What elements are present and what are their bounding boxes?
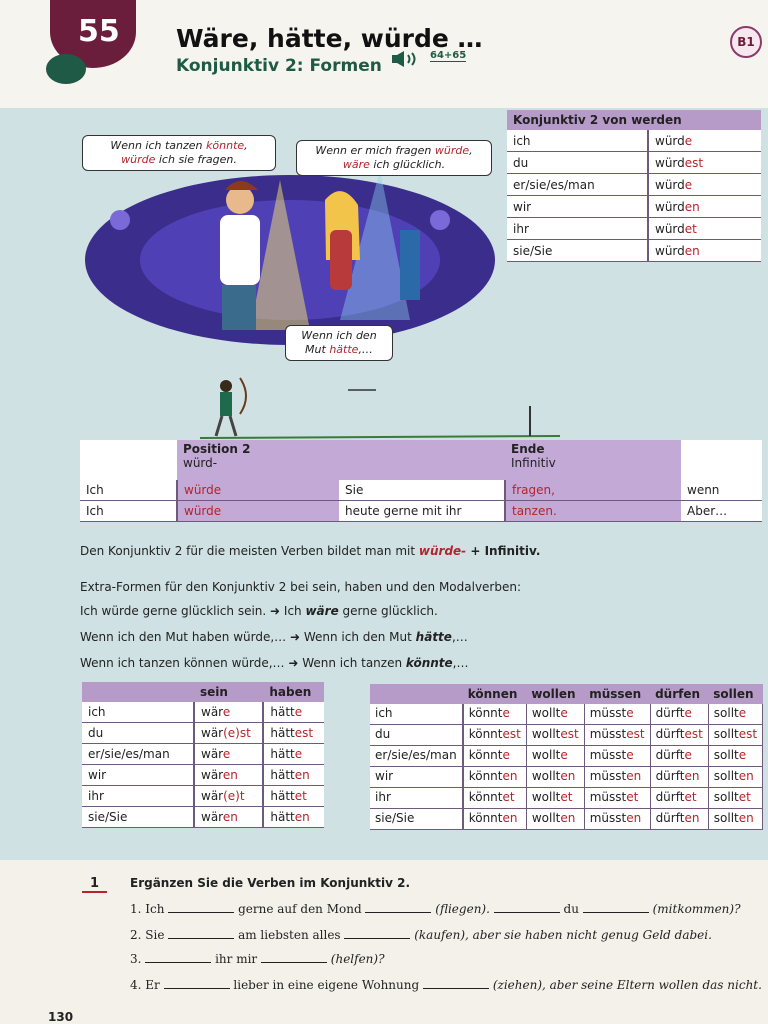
rule-text: Ich würde gerne glücklich sein. ➜ Ich bbox=[80, 604, 306, 618]
verb-stem: wollt bbox=[531, 748, 561, 762]
modal-verbs-table bbox=[370, 684, 763, 830]
verb-ending: est bbox=[626, 727, 645, 741]
exercise-title: Ergänzen Sie die Verben im Konjunktiv 2. bbox=[130, 876, 411, 890]
verb-stem: wollt bbox=[531, 706, 561, 720]
verb-stem: würd bbox=[655, 155, 685, 170]
answer-blank[interactable] bbox=[261, 952, 327, 963]
verb-ending: est bbox=[684, 727, 703, 741]
verb-stem: würd bbox=[655, 199, 685, 214]
connector-cell: Aber… bbox=[681, 501, 762, 522]
verb-ending: et bbox=[738, 790, 751, 804]
verb-form-cell bbox=[648, 130, 761, 152]
verb-stem: sollt bbox=[713, 811, 739, 825]
verb-stem: wollt bbox=[531, 727, 561, 741]
haben-form-cell bbox=[263, 807, 324, 828]
answer-blank[interactable] bbox=[168, 928, 234, 939]
verb-ending: e bbox=[738, 706, 747, 720]
pronoun-cell: wir bbox=[82, 765, 194, 786]
bubble-text: Wenn ich den bbox=[301, 329, 377, 342]
bubble-text: ich sie fragen. bbox=[155, 153, 237, 166]
verb-ending: en bbox=[626, 811, 642, 825]
verb-stem: wollt bbox=[531, 811, 561, 825]
chapter-number: 55 bbox=[78, 14, 120, 49]
answer-blank[interactable] bbox=[365, 902, 431, 913]
verb-ending: e bbox=[560, 706, 568, 720]
table-header bbox=[370, 684, 463, 704]
position2-sublabel: würd- bbox=[183, 456, 218, 470]
verb-stem: könnt bbox=[468, 769, 503, 783]
pronoun-cell: ich bbox=[507, 130, 648, 152]
modal-form-cell bbox=[584, 725, 650, 746]
table-row bbox=[80, 501, 762, 522]
pronoun-cell: sie/Sie bbox=[370, 809, 463, 830]
page-number: 130 bbox=[48, 1010, 74, 1024]
verb-ending: en bbox=[502, 811, 518, 825]
verb-stem: dürft bbox=[655, 790, 685, 804]
sein-form-cell bbox=[194, 702, 263, 723]
verb-stem: sollt bbox=[713, 769, 739, 783]
pronoun-cell: er/sie/es/man bbox=[370, 746, 463, 767]
verb-ending: et bbox=[560, 790, 573, 804]
pronoun-cell: er/sie/es/man bbox=[507, 174, 648, 196]
modal-form-cell bbox=[526, 809, 584, 830]
rule-bold: wäre bbox=[305, 604, 339, 618]
pronoun-cell: ihr bbox=[82, 786, 194, 807]
verb-ending: en bbox=[222, 768, 238, 782]
end-header bbox=[505, 440, 681, 480]
bubble-text: ich glücklich. bbox=[369, 158, 446, 171]
werden-conjugation-table bbox=[507, 110, 761, 262]
modal-form-cell bbox=[708, 704, 762, 725]
table-header: haben bbox=[263, 682, 324, 702]
modal-form-cell bbox=[463, 704, 527, 725]
bubble-text: Wenn ich tanzen bbox=[110, 139, 207, 152]
verb-stem: dürft bbox=[655, 727, 685, 741]
verb-ending: (e)t bbox=[223, 789, 245, 803]
verb-stem: dürft bbox=[655, 769, 685, 783]
modal-form-cell bbox=[650, 704, 708, 725]
modal-form-cell bbox=[650, 767, 708, 788]
verb-stem: könnt bbox=[468, 811, 503, 825]
position2-cell: würde bbox=[177, 480, 339, 501]
table-header: sein bbox=[194, 682, 263, 702]
position2-cell: würde bbox=[177, 501, 339, 522]
exercise-item bbox=[130, 952, 385, 966]
position2-label: Position 2 bbox=[183, 442, 251, 456]
item-text: Sie bbox=[145, 928, 169, 942]
verb-ending: en bbox=[560, 811, 576, 825]
modal-form-cell bbox=[463, 767, 527, 788]
verb-stem: müsst bbox=[589, 769, 627, 783]
table-row bbox=[370, 809, 763, 830]
bubble-text: ,… bbox=[358, 343, 373, 356]
modal-form-cell bbox=[463, 788, 527, 809]
item-number: 1. bbox=[130, 902, 146, 916]
bubble-highlight: hätte bbox=[329, 343, 359, 356]
item-text: Ich bbox=[145, 902, 169, 916]
haben-form-cell bbox=[263, 723, 324, 744]
verb-ending: et bbox=[502, 790, 515, 804]
verb-ending: e bbox=[626, 706, 634, 720]
verb-stem: dürft bbox=[655, 706, 685, 720]
item-text: lieber in eine eigene Wohnung bbox=[229, 978, 423, 992]
pronoun-cell: wir bbox=[507, 196, 648, 218]
verb-ending: e bbox=[502, 706, 510, 720]
verb-ending: en bbox=[684, 199, 700, 214]
pronoun-cell: du bbox=[370, 725, 463, 746]
item-hint: (mitkommen)? bbox=[648, 902, 741, 916]
modal-form-cell bbox=[708, 746, 762, 767]
table-row bbox=[82, 723, 324, 744]
verb-ending: e bbox=[626, 748, 634, 762]
table-row bbox=[82, 807, 324, 828]
end-sublabel: Infinitiv bbox=[511, 456, 556, 470]
audio-icon[interactable] bbox=[390, 50, 424, 68]
sein-form-cell bbox=[194, 723, 263, 744]
middle-cell: heute gerne mit ihr bbox=[339, 501, 505, 522]
bubble-highlight: könnte bbox=[206, 139, 245, 152]
table-row bbox=[82, 702, 324, 723]
verb-ending: en bbox=[684, 811, 700, 825]
modal-form-cell bbox=[463, 725, 527, 746]
rule-text: + Infinitiv. bbox=[466, 544, 541, 558]
sein-form-cell bbox=[194, 786, 263, 807]
verb-stem: hätt bbox=[270, 747, 295, 761]
leaf-decoration bbox=[46, 54, 86, 84]
sentence-position-table bbox=[80, 440, 762, 522]
table-row bbox=[370, 788, 763, 809]
pronoun-cell: du bbox=[507, 152, 648, 174]
verb-ending: en bbox=[294, 810, 310, 824]
haben-form-cell bbox=[263, 702, 324, 723]
rule-example-1 bbox=[80, 604, 438, 618]
verb-ending: e bbox=[738, 748, 747, 762]
rule-text: ,… bbox=[452, 656, 469, 670]
answer-blank[interactable] bbox=[344, 928, 410, 939]
verb-stem: müsst bbox=[589, 811, 627, 825]
item-number: 3. bbox=[130, 952, 146, 966]
verb-stem: sollt bbox=[713, 748, 739, 762]
middle-cell: Sie bbox=[339, 480, 505, 501]
exercise-item bbox=[130, 978, 762, 992]
exercise-item bbox=[130, 902, 741, 916]
empty-header-cell bbox=[681, 440, 762, 480]
modal-form-cell bbox=[650, 788, 708, 809]
verb-stem: sollt bbox=[713, 727, 739, 741]
verb-stem: könnt bbox=[468, 706, 503, 720]
verb-stem: wär bbox=[201, 768, 223, 782]
empty-header-cell bbox=[80, 440, 177, 480]
verb-stem: würd bbox=[655, 243, 685, 258]
verb-ending: est bbox=[684, 155, 704, 170]
item-hint: (fliegen). bbox=[431, 902, 494, 916]
verb-form-cell bbox=[648, 218, 761, 240]
verb-ending: en bbox=[738, 811, 754, 825]
verb-stem: hätt bbox=[270, 810, 295, 824]
verb-stem: müsst bbox=[589, 748, 627, 762]
verb-ending: e bbox=[560, 748, 568, 762]
rule-text: ,… bbox=[451, 630, 468, 644]
item-text: Er bbox=[145, 978, 164, 992]
table-header: wollen bbox=[526, 684, 584, 704]
modal-form-cell bbox=[584, 767, 650, 788]
bubble-text: Mut bbox=[305, 343, 330, 356]
rule-bold: könnte bbox=[405, 656, 453, 670]
verb-ending: en bbox=[294, 768, 310, 782]
item-hint: (ziehen), aber seine Eltern wollen das nicht. bbox=[489, 978, 762, 992]
verb-ending: en bbox=[222, 810, 238, 824]
modal-form-cell bbox=[708, 809, 762, 830]
verb-stem: wär bbox=[201, 810, 223, 824]
table-row bbox=[370, 725, 763, 746]
table-row bbox=[507, 240, 761, 262]
verb-stem: würd bbox=[655, 221, 685, 236]
verb-stem: hätt bbox=[270, 789, 295, 803]
table-header: können bbox=[463, 684, 527, 704]
page-title: Wäre, hätte, würde … bbox=[176, 24, 483, 53]
verb-ending: e bbox=[294, 747, 303, 761]
verb-form-cell bbox=[648, 240, 761, 262]
rule-text: Wenn ich tanzen können würde,… ➜ Wenn ich tanzen bbox=[80, 656, 406, 670]
sein-form-cell bbox=[194, 765, 263, 786]
verb-stem: müsst bbox=[589, 706, 627, 720]
verb-stem: dürft bbox=[655, 811, 685, 825]
table-header: müssen bbox=[584, 684, 650, 704]
verb-stem: wollt bbox=[531, 769, 561, 783]
subject-cell: Ich bbox=[80, 480, 177, 501]
verb-form-cell bbox=[648, 174, 761, 196]
modal-form-cell bbox=[526, 788, 584, 809]
pronoun-cell: er/sie/es/man bbox=[82, 744, 194, 765]
table-row bbox=[370, 704, 763, 725]
verb-ending: e bbox=[684, 133, 693, 148]
verb-form-cell bbox=[648, 196, 761, 218]
verb-ending: e bbox=[222, 705, 231, 719]
verb-ending: e bbox=[684, 177, 693, 192]
pronoun-cell: ihr bbox=[370, 788, 463, 809]
rule-highlight: würde- bbox=[418, 544, 467, 558]
verb-stem: würd bbox=[655, 177, 685, 192]
modal-form-cell bbox=[650, 809, 708, 830]
verb-stem: wär bbox=[201, 726, 224, 740]
middle-header bbox=[339, 440, 505, 480]
answer-blank[interactable] bbox=[164, 978, 230, 989]
verb-ending: en bbox=[502, 769, 518, 783]
table-row bbox=[82, 765, 324, 786]
answer-blank[interactable] bbox=[494, 902, 560, 913]
table-header bbox=[82, 682, 194, 702]
verb-stem: würd bbox=[655, 133, 685, 148]
verb-stem: wär bbox=[201, 789, 224, 803]
pronoun-cell: du bbox=[82, 723, 194, 744]
rule-text: gerne glücklich. bbox=[338, 604, 438, 618]
modal-form-cell bbox=[650, 746, 708, 767]
item-hint: (helfen)? bbox=[326, 952, 385, 966]
modal-form-cell bbox=[584, 809, 650, 830]
bubble-text: , bbox=[244, 139, 248, 152]
haben-form-cell bbox=[263, 786, 324, 807]
verb-stem: wollt bbox=[531, 790, 561, 804]
verb-ending: en bbox=[560, 769, 576, 783]
haben-form-cell bbox=[263, 765, 324, 786]
subject-cell: Ich bbox=[80, 501, 177, 522]
table-row bbox=[507, 174, 761, 196]
item-number: 4. bbox=[130, 978, 146, 992]
exercise-number: 1 bbox=[82, 876, 107, 893]
answer-blank[interactable] bbox=[145, 952, 211, 963]
sein-form-cell bbox=[194, 807, 263, 828]
modal-form-cell bbox=[526, 767, 584, 788]
modal-form-cell bbox=[463, 746, 527, 767]
verb-ending: est bbox=[502, 727, 521, 741]
verb-stem: hätt bbox=[270, 705, 295, 719]
verb-stem: könnt bbox=[468, 727, 503, 741]
table-row bbox=[507, 130, 761, 152]
item-text: gerne auf den Mond bbox=[234, 902, 366, 916]
item-number: 2. bbox=[130, 928, 146, 942]
table-row bbox=[507, 218, 761, 240]
verb-ending: est bbox=[738, 727, 758, 741]
verb-ending: et bbox=[684, 790, 697, 804]
verb-stem: hätt bbox=[270, 726, 295, 740]
verb-ending: en bbox=[684, 243, 700, 258]
rule-text: Den Konjunktiv 2 für die meisten Verben bildet man mit bbox=[80, 544, 419, 558]
bubble-highlight: würde bbox=[434, 144, 470, 157]
bubble-highlight: wäre bbox=[342, 158, 370, 171]
modal-form-cell bbox=[526, 704, 584, 725]
end-label: Ende bbox=[511, 442, 545, 456]
verb-ending: e bbox=[222, 747, 231, 761]
item-text: du bbox=[559, 902, 583, 916]
table-row bbox=[82, 744, 324, 765]
modal-form-cell bbox=[650, 725, 708, 746]
verb-ending: et bbox=[626, 790, 639, 804]
rule-bold: hätte bbox=[415, 630, 452, 644]
modal-form-cell bbox=[526, 725, 584, 746]
verb-ending: e bbox=[684, 706, 692, 720]
pronoun-cell: ihr bbox=[507, 218, 648, 240]
rule-example-2 bbox=[80, 630, 468, 644]
rule-extra: Extra-Formen für den Konjunktiv 2 bei sein, haben und den Modalverben: bbox=[80, 580, 522, 594]
sein-haben-table bbox=[82, 682, 324, 828]
verb-stem: hätt bbox=[270, 768, 295, 782]
modal-form-cell bbox=[708, 767, 762, 788]
verb-ending: e bbox=[684, 748, 692, 762]
table-header: sollen bbox=[708, 684, 762, 704]
verb-ending: (e)st bbox=[223, 726, 251, 740]
answer-blank[interactable] bbox=[583, 902, 649, 913]
speech-bubble-1 bbox=[82, 135, 276, 171]
pronoun-cell: ich bbox=[82, 702, 194, 723]
modal-form-cell bbox=[463, 809, 527, 830]
modal-form-cell bbox=[584, 704, 650, 725]
archer-illustration bbox=[200, 372, 560, 442]
rule-example-3 bbox=[80, 656, 469, 670]
connector-cell: wenn bbox=[681, 480, 762, 501]
end-cell: fragen, bbox=[505, 480, 681, 501]
modal-form-cell bbox=[708, 788, 762, 809]
table-row bbox=[507, 196, 761, 218]
rule-main bbox=[80, 544, 540, 558]
audio-track-number: 64+65 bbox=[430, 50, 467, 61]
verb-stem: könnt bbox=[468, 748, 503, 762]
exercise-item bbox=[130, 928, 712, 942]
page-subtitle: Konjunktiv 2: Formen bbox=[176, 56, 382, 76]
item-text: am liebsten alles bbox=[234, 928, 345, 942]
modal-form-cell bbox=[708, 725, 762, 746]
speech-bubble-3 bbox=[285, 325, 393, 361]
modal-form-cell bbox=[526, 746, 584, 767]
bubble-text: Wenn er mich fragen bbox=[315, 144, 435, 157]
modal-form-cell bbox=[584, 788, 650, 809]
item-text: ihr mir bbox=[211, 952, 261, 966]
speech-bubble-2 bbox=[296, 140, 492, 176]
pronoun-cell: sie/Sie bbox=[507, 240, 648, 262]
modal-form-cell bbox=[584, 746, 650, 767]
verb-ending: en bbox=[626, 769, 642, 783]
verb-stem: sollt bbox=[713, 706, 739, 720]
verb-ending: et bbox=[684, 221, 697, 236]
table-row bbox=[370, 767, 763, 788]
pronoun-cell: wir bbox=[370, 767, 463, 788]
verb-stem: sollt bbox=[713, 790, 739, 804]
bubble-text: , bbox=[469, 144, 473, 157]
verb-ending: en bbox=[684, 769, 700, 783]
verb-stem: müsst bbox=[589, 727, 627, 741]
bubble-highlight: würde bbox=[121, 153, 156, 166]
verb-stem: dürft bbox=[655, 748, 685, 762]
verb-ending: et bbox=[294, 789, 307, 803]
item-hint: (kaufen), aber sie haben nicht genug Geld dabei. bbox=[410, 928, 712, 942]
werden-table-header: Konjunktiv 2 von werden bbox=[507, 110, 761, 130]
end-cell: tanzen. bbox=[505, 501, 681, 522]
verb-ending: est bbox=[294, 726, 314, 740]
verb-stem: wär bbox=[201, 747, 223, 761]
pronoun-cell: ich bbox=[370, 704, 463, 725]
verb-stem: könnt bbox=[468, 790, 503, 804]
position2-header bbox=[177, 440, 339, 480]
verb-stem: müsst bbox=[589, 790, 627, 804]
table-row bbox=[370, 746, 763, 767]
table-header: dürfen bbox=[650, 684, 708, 704]
table-row bbox=[507, 152, 761, 174]
verb-ending: en bbox=[738, 769, 754, 783]
sein-form-cell bbox=[194, 744, 263, 765]
table-row bbox=[80, 480, 762, 501]
verb-form-cell bbox=[648, 152, 761, 174]
verb-ending: e bbox=[502, 748, 510, 762]
verb-stem: wär bbox=[201, 705, 223, 719]
answer-blank[interactable] bbox=[423, 978, 489, 989]
table-row bbox=[82, 786, 324, 807]
answer-blank[interactable] bbox=[168, 902, 234, 913]
level-badge: B1 bbox=[730, 26, 762, 58]
haben-form-cell bbox=[263, 744, 324, 765]
rule-text: Wenn ich den Mut haben würde,… ➜ Wenn ich den Mut bbox=[80, 630, 416, 644]
pronoun-cell: sie/Sie bbox=[82, 807, 194, 828]
verb-ending: e bbox=[294, 705, 303, 719]
verb-ending: est bbox=[560, 727, 579, 741]
